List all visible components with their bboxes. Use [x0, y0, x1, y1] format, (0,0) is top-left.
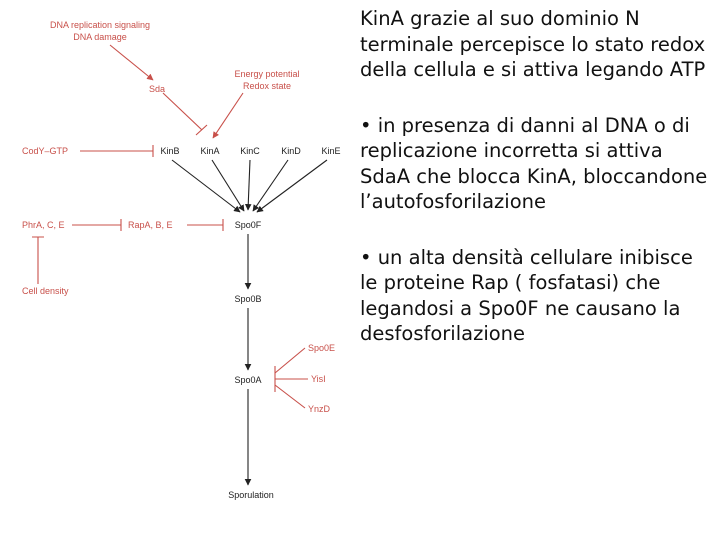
node-dna-damage: DNA damage [73, 32, 127, 42]
node-rapa: RapA, B, E [128, 220, 173, 230]
node-kinc: KinC [240, 146, 260, 156]
edge-dna-to-sda [110, 45, 153, 80]
edge-phra-inhibits-rapa [72, 219, 121, 231]
node-spo0b: Spo0B [234, 294, 262, 304]
node-energy: Energy potential [234, 69, 300, 79]
node-ynzd: YnzD [308, 404, 331, 414]
edge-rapa-inhibits-spo0f [187, 219, 223, 231]
paragraph-kina-redox: KinA grazie al suo dominio N terminale percepisce lo stato redox della cellula e si attiva legando ATP [360, 7, 706, 81]
node-sda: Sda [148, 84, 166, 94]
paragraph-cell-density: • un alta densità cellulare inibisce le proteine Rap ( fosfatasi) che legandosi a Spo0F ne causano la desfosforilazione [360, 245, 693, 345]
edge-spo0e-inhibits-spo0a [275, 348, 305, 373]
node-spo0e: Spo0E [308, 343, 336, 353]
edge-kinb-to-spo0f [172, 160, 240, 212]
node-phra: PhrA, C, E [22, 220, 65, 230]
node-spo0f: Spo0F [234, 220, 262, 230]
paragraph-dna-damage: • in presenza di danni al DNA o di replicazione incorretta si attiva SdaA che blocca KinA, bloccandone l’autofosforilazione [360, 113, 708, 213]
node-cell-density: Cell density [22, 286, 69, 296]
sporulation-pathway-diagram [0, 0, 355, 510]
node-kine: KinE [321, 146, 341, 156]
edge-density-inhibits-phra [32, 237, 44, 284]
edge-cody-inhibits-kinb [80, 145, 153, 157]
node-cody: CodY–GTP [22, 146, 69, 156]
edge-kinc-to-spo0f [248, 160, 250, 210]
node-dna-signal: DNA replication signaling [49, 20, 151, 30]
edge-kine-to-spo0f [257, 160, 327, 212]
node-kind: KinD [281, 146, 301, 156]
edge-kind-to-spo0f [253, 160, 288, 211]
node-spo0a: Spo0A [234, 375, 262, 385]
node-yisi: YisI [311, 374, 326, 384]
explanation-text [360, 6, 712, 377]
edge-ynzd-inhibits-spo0a [275, 385, 305, 408]
node-redox: Redox state [242, 81, 292, 91]
node-kinb: KinB [160, 146, 180, 156]
node-sporulation: Sporulation [228, 490, 274, 500]
edge-redox-to-kina [213, 93, 243, 138]
node-kina: KinA [200, 146, 220, 156]
edge-sda-inhibits-kina [163, 93, 202, 130]
